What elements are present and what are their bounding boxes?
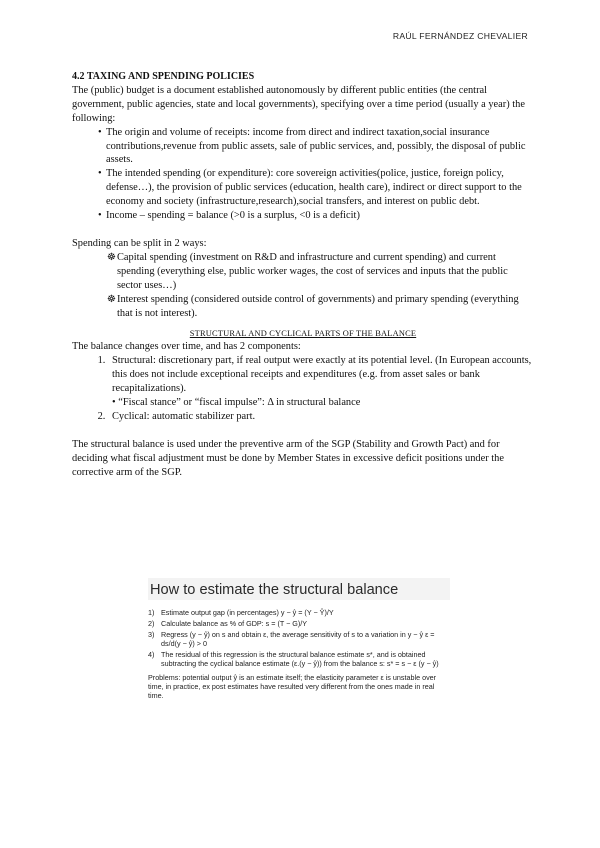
- section-title: 4.2 TAXING AND SPENDING POLICIES: [72, 71, 255, 82]
- sgp-paragraph: The structural balance is used under the preventive arm of the SGP (Stability and Growth Pact) and for deciding what fiscal adjustment must be done by Member States in excessive deficit positions under the corrective arm of the SGP.: [72, 438, 504, 478]
- spending-ways-list: [72, 251, 534, 321]
- list-item: • The origin and volume of receipts: income from direct and indirect taxation,social insurance contributions,revenue from public assets, sale of public services, and, possibly, the disposal of public assets.: [98, 126, 534, 168]
- figure-step: 3) Regress (y − ŷ) on s and obtain ε, the average sensitivity of s to a variation in y − ŷ ε = ds/d(y − ŷ) > 0: [148, 630, 435, 648]
- pointer-icon: ☸: [107, 293, 116, 305]
- document-body: [72, 70, 534, 480]
- figure-step: 1) Estimate output gap (in percentages) y − ŷ = (Y − Ŷ)/Y: [148, 608, 334, 617]
- list-item: 2. Cyclical: automatic stabilizer part.: [108, 410, 534, 424]
- figure-steps: [148, 608, 450, 668]
- figure-step: 2) Calculate balance as % of GDP: s = (T − G)/Y: [148, 619, 308, 628]
- spending-intro: Spending can be split in 2 ways:: [72, 237, 207, 249]
- list-item: • The intended spending (or expenditure): core sovereign activities(police, justice, foreign policy, defense…), the provision of public services (education, health care), indirect or direct support to the economy and society (infrastructure,research),social transfers, and interest on public debt.: [98, 167, 534, 209]
- structural-intro: The balance changes over time, and has 2 components:: [72, 341, 301, 353]
- budget-intro: The (public) budget is a document established autonomously by different public entities (the central government, public agencies, state and local governments), specifying over a time period (usually a year) the following:: [72, 84, 525, 124]
- figure-problems: Problems: potential output ŷ is an estimate itself; the elasticity parameter ε is unstable over time, in practice, ex post estimates have resulted very different from the ones made in real time.: [148, 673, 437, 700]
- figure-step: 4) The residual of this regression is the structural balance estimate s*, and is obtained subtracting the cyclical balance estimate (ε.(y − ŷ)) from the balance s: s* = s − ε (y − ŷ): [148, 650, 439, 668]
- structural-subtitle: STRUCTURAL AND CYCLICAL PARTS OF THE BALANCE: [189, 329, 417, 339]
- page-header-author: RAÚL FERNÁNDEZ CHEVALIER: [392, 31, 528, 41]
- budget-list: [72, 126, 534, 223]
- structural-balance-figure: [148, 578, 450, 732]
- list-item: 1. Structural: discretionary part, if real output were exactly at its potential level. (In European accounts, this does not include exceptional receipts and expenditures (e.g. from asset sales or bank recapitalizations). • “Fiscal stance” or “fiscal impulse”: Δ in structural balance: [108, 354, 534, 410]
- pointer-icon: ☸: [107, 251, 116, 263]
- list-item: ☸ Capital spending (investment on R&D and infrastructure and current spending) and current spending (everything else, public worker wages, the cost of services and inputs that the public sector uses…): [107, 251, 508, 291]
- fiscal-stance-note: • “Fiscal stance” or “fiscal impulse”: Δ in structural balance: [112, 397, 361, 409]
- list-item: • Income – spending = balance (>0 is a surplus, <0 is a deficit): [98, 209, 534, 223]
- figure-title: How to estimate the structural balance: [148, 578, 450, 600]
- components-list: [72, 354, 534, 424]
- list-item: ☸ Interest spending (considered outside control of governments) and primary spending (everything that is not interest).: [107, 293, 519, 319]
